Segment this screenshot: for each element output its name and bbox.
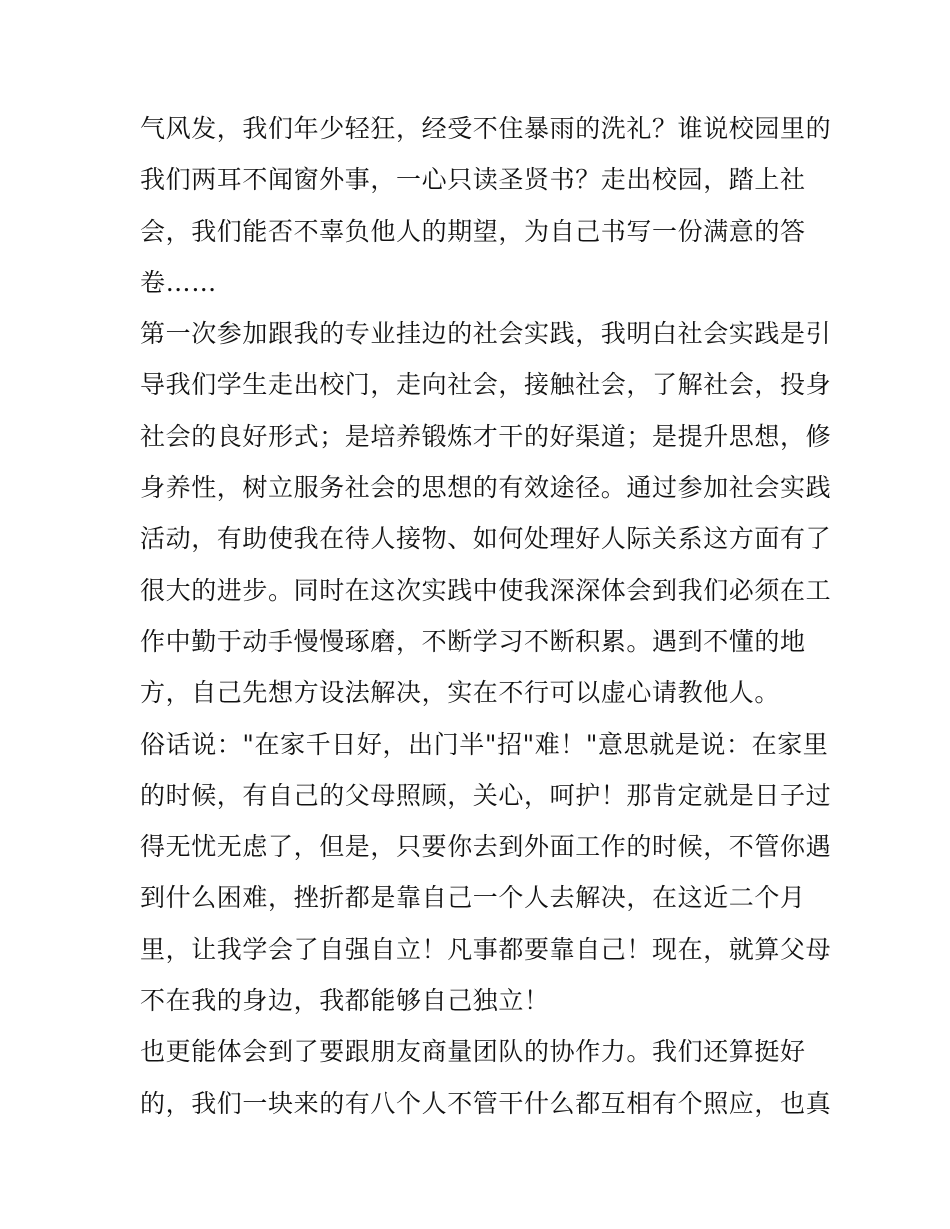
text-line: 活动，有助使我在待人接物、如何处理好人际关系这方面有了 [140, 524, 832, 554]
text-line: 卷…… [140, 267, 217, 297]
text-line: 导我们学生走出校门，走向社会，接触社会，了解社会，投身 [140, 370, 832, 400]
text-line: 里，让我学会了自强自立！凡事都要靠自己！现在，就算父母 [140, 934, 832, 964]
text-line: 不在我的身边，我都能够自己独立！ [140, 986, 550, 1016]
text-line: 会，我们能否不辜负他人的期望，为自己书写一份满意的答 [140, 216, 806, 246]
text-line: 气风发，我们年少轻狂，经受不住暴雨的洗礼？谁说校园里的 [140, 114, 832, 143]
text-line: 社会的良好形式；是培养锻炼才干的好渠道；是提升思想，修 [140, 421, 832, 451]
text-line: 身养性，树立服务社会的思想的有效途径。通过参加社会实践 [140, 473, 832, 503]
text-line: 的时候，有自己的父母照顾，关心，呵护！那肯定就是日子过 [140, 780, 832, 810]
text-line: 很大的进步。同时在这次实践中使我深深体会到我们必须在工 [140, 575, 832, 605]
text-line: 作中勤于动手慢慢琢磨，不断学习不断积累。遇到不懂的地 [140, 626, 806, 656]
text-line: 得无忧无虑了，但是，只要你去到外面工作的时候，不管你遇 [140, 832, 832, 862]
text-line: 的，我们一块来的有八个人不管干什么都互相有个照应，也真 [140, 1088, 832, 1118]
text-line: 方，自己先想方设法解决，实在不行可以虚心请教他人。 [140, 678, 781, 708]
text-line: 我们两耳不闻窗外事，一心只读圣贤书？走出校园，踏上社 [140, 165, 806, 195]
text-line: 到什么困难，挫折都是靠自己一个人去解决，在这近二个月 [140, 883, 806, 913]
body-text [140, 103, 832, 1129]
text-line: 第一次参加跟我的专业挂边的社会实践，我明白社会实践是引 [140, 319, 832, 349]
text-line: 俗话说："在家千日好，出门半"招"难！"意思就是说：在家里 [140, 729, 829, 759]
text-line: 也更能体会到了要跟朋友商量团队的协作力。我们还算挺好 [140, 1037, 806, 1067]
